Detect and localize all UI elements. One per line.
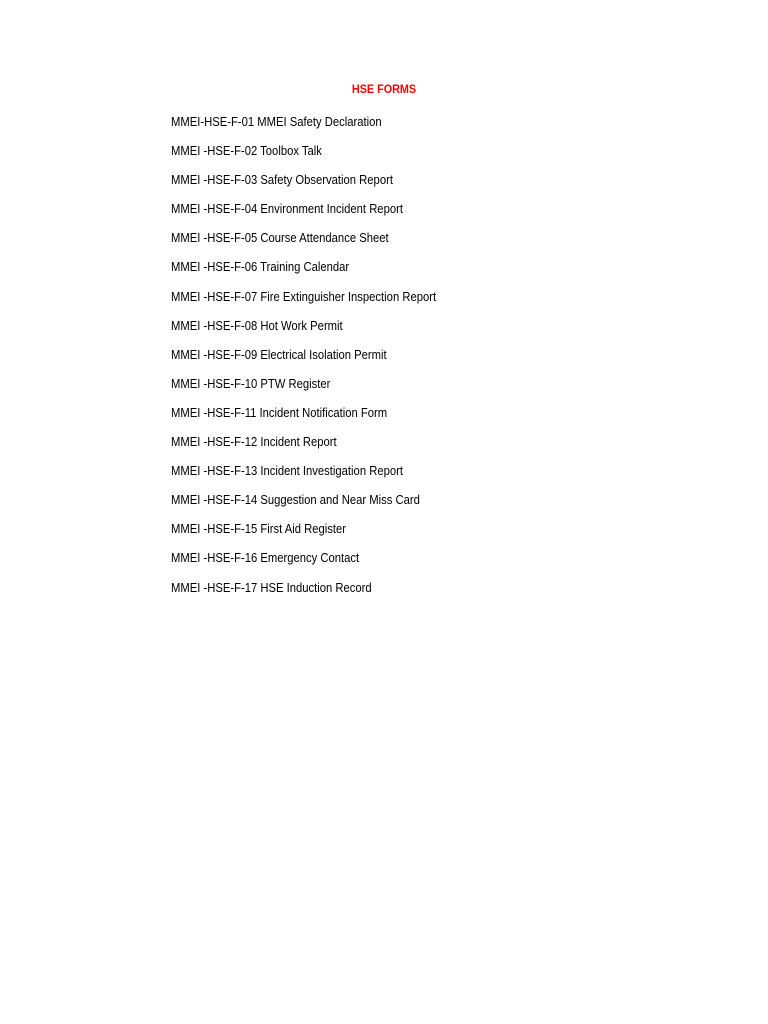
form-item-08: MMEI -HSE-F-08 Hot Work Permit (171, 318, 343, 333)
form-item-15: MMEI -HSE-F-15 First Aid Register (171, 522, 347, 537)
form-item-10: MMEI -HSE-F-10 PTW Register (171, 376, 331, 391)
form-item-09: MMEI -HSE-F-09 Electrical Isolation Permit (171, 347, 387, 362)
form-item-06: MMEI -HSE-F-06 Training Calendar (171, 260, 350, 275)
page-title: HSE FORMS (351, 82, 417, 96)
form-item-14: MMEI -HSE-F-14 Suggestion and Near Miss Card (171, 493, 420, 508)
form-item-04: MMEI -HSE-F-04 Environment Incident Report (171, 202, 403, 217)
form-item-05: MMEI -HSE-F-05 Course Attendance Sheet (171, 231, 389, 246)
form-item-17: MMEI -HSE-F-17 HSE Induction Record (171, 580, 372, 595)
form-item-03: MMEI -HSE-F-03 Safety Observation Report (171, 173, 393, 188)
form-item-01: MMEI-HSE-F-01 MMEI Safety Declaration (171, 115, 382, 129)
form-item-16: MMEI -HSE-F-16 Emergency Contact (171, 551, 360, 566)
form-item-12: MMEI -HSE-F-12 Incident Report (171, 435, 337, 450)
form-item-11: MMEI -HSE-F-11 Incident Notification Form (171, 405, 388, 420)
form-item-13: MMEI -HSE-F-13 Incident Investigation Report (171, 464, 403, 479)
form-item-07: MMEI -HSE-F-07 Fire Extinguisher Inspection Report (171, 289, 437, 304)
form-list (171, 113, 466, 608)
form-item-02: MMEI -HSE-F-02 Toolbox Talk (171, 144, 322, 159)
